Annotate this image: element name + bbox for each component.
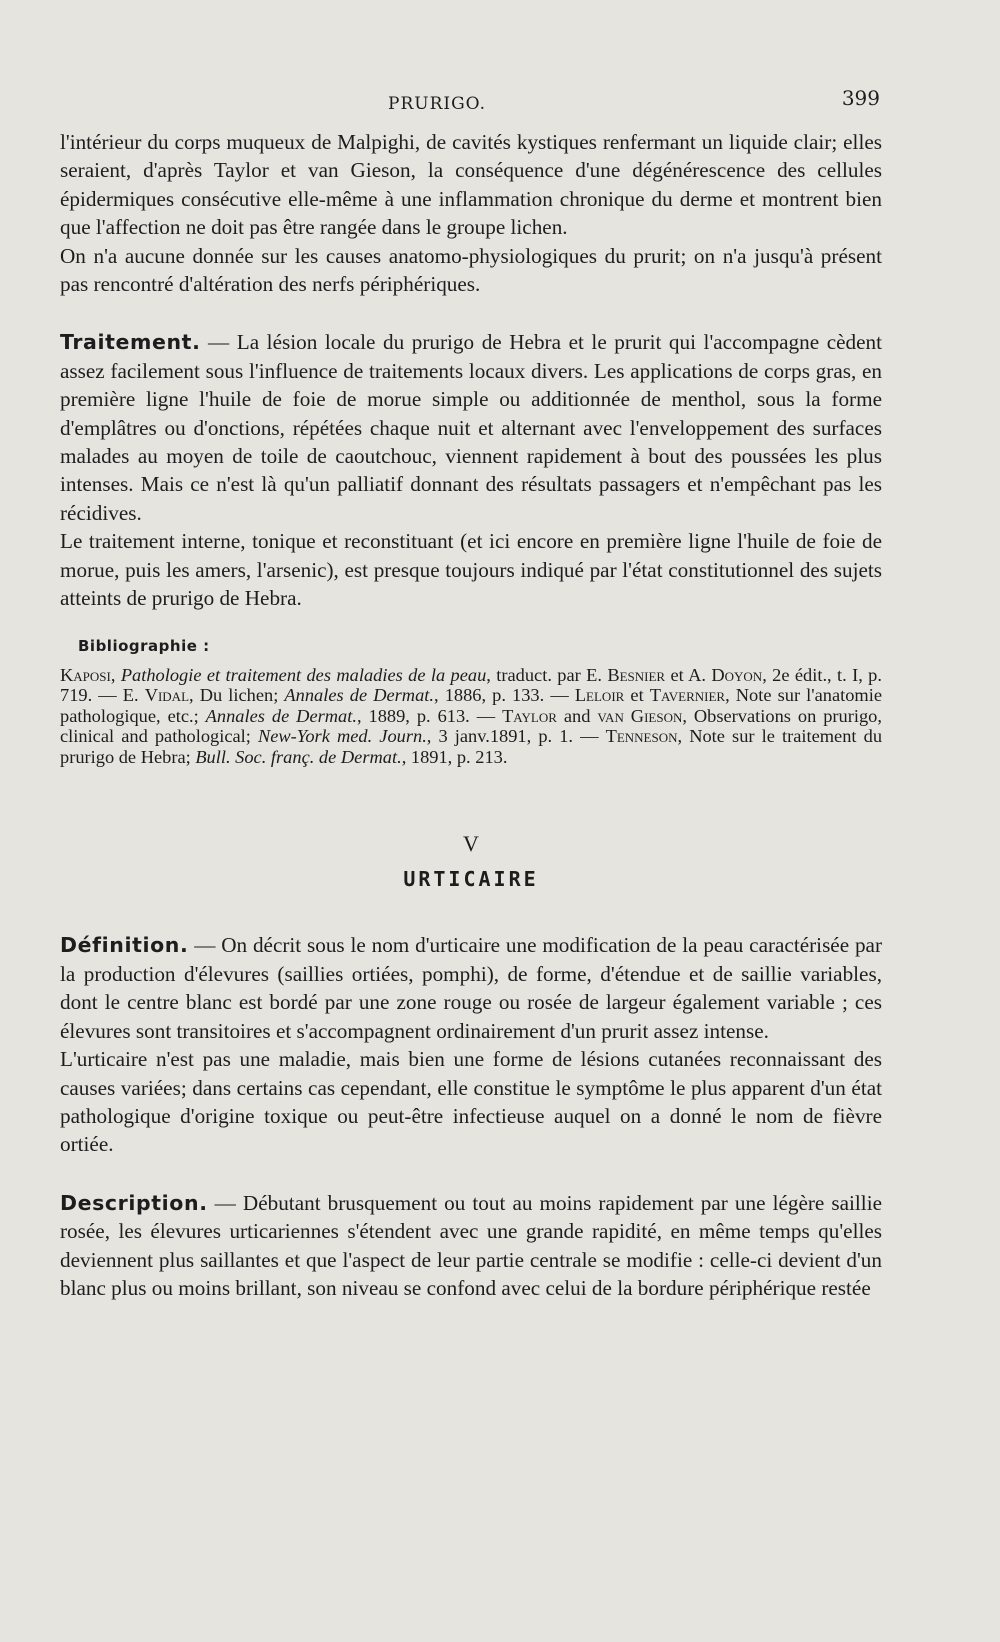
biblio-text: et <box>624 685 650 706</box>
chapter-numeral: V <box>463 831 479 857</box>
section-heading-traitement: Traitement. <box>60 330 201 355</box>
biblio-author: Taylor <box>502 705 557 726</box>
biblio-title: Pathologie et traitement des maladies de la peau <box>120 664 487 685</box>
biblio-text: , 2e édit., t. I, p. 719. — E. <box>60 664 882 706</box>
paragraph-traitement <box>60 328 882 527</box>
biblio-text: , <box>110 664 121 685</box>
paragraph-causes: On n'a aucune donnée sur les causes anatomo-physiologiques du prurit; on n'a jusqu'à présent pas rencontré d'altération des nerfs périphériques. <box>60 243 882 297</box>
biblio-text: , Note sur le traitement du prurigo de Hebra; <box>60 726 883 767</box>
biblio-author: van Gieson <box>597 705 683 726</box>
biblio-text: , Observations on prurigo, clinical and pathological; <box>60 705 882 747</box>
paragraph-description <box>60 1189 882 1303</box>
biblio-text: , 3 janv.1891, p. 1. — <box>426 726 606 747</box>
biblio-text: et A. <box>665 664 712 685</box>
biblio-text: , 1891, p. 213. <box>401 746 508 767</box>
biblio-author: Doyon <box>711 664 763 685</box>
biblio-text: , traduct. par E. <box>486 664 608 685</box>
page-number: 399 <box>841 86 880 110</box>
biblio-journal: New-York med. Journ. <box>257 726 427 747</box>
biblio-author: Leloir <box>574 685 625 706</box>
biblio-text: and <box>556 705 598 726</box>
biblio-journal: Annales de Dermat. <box>205 705 357 726</box>
paragraph-urticaire-nature: L'urticaire n'est pas une maladie, mais bien une forme de lésions cutanées reconnaissant des causes variées; dans certains cas cependant, elle constitue le symptôme le plus apparent d'un état pathologique d'origine toxique ou peut-être infectieuse auquel on a donné le nom de fièvre ortiée. <box>60 1047 882 1157</box>
biblio-text: , 1886, p. 133. — <box>434 685 575 706</box>
page-body <box>60 128 882 1302</box>
biblio-author: Tavernier <box>649 685 726 706</box>
biblio-journal: Annales de Dermat. <box>284 685 434 706</box>
biblio-text: , 1889, p. 613. — <box>356 705 503 726</box>
definition-text: — On décrit sous le nom d'urticaire une modification de la peau caractérisée par la production d'élevures (saillies ortiées, pomphi), de forme, d'étendue et de saillie variables, dont le centre blanc est bordé par une zone rouge ou rosée de largeur également variable ; ces élevures sont transitoires et s'accompagnent ordinairement d'un prurit assez intense. <box>60 933 882 1043</box>
biblio-text: , Du lichen; <box>189 685 285 706</box>
biblio-author: Kaposi <box>60 664 111 685</box>
bibliography <box>60 665 882 768</box>
biblio-text: , Note sur l'anatomie pathologique, etc.; <box>60 685 883 726</box>
section-heading-definition: Définition. <box>60 933 189 958</box>
biblio-author: Vidal <box>144 685 190 706</box>
traitement-text: — La lésion locale du prurigo de Hebra et le prurit qui l'accompagne cèdent assez facilement sous l'influence de traitements locaux divers. Les applications de corps gras, en première ligne l'huile de foie de morue simple ou additionnée de menthol, sous la forme d'emplâtres ou d'onctions, répétées chaque nuit et alternant avec l'enveloppement des surfaces malades au moyen de toile de caoutchouc, viennent rapidement à bout des poussées les plus intenses. Mais ce n'est là qu'un palliatif donnant des résultats passagers et n'empêchant pas les récidives. <box>60 330 882 525</box>
description-text: — Débutant brusquement ou tout au moins rapidement par une légère saillie rosée, les élevures urticariennes s'étendent avec une grande rapidité, en même temps qu'elles deviennent plus saillantes et que l'aspect de leur partie centrale se modifie : celle-ci devient d'un blanc plus ou moins brillant, son niveau se confond avec celui de la bordure périphérique restée <box>60 1190 882 1300</box>
biblio-author: Besnier <box>607 664 666 685</box>
paragraph-lichen-continuation: l'intérieur du corps muqueux de Malpighi, de cavités kystiques renfermant un liquide clair; elles seraient, d'après Taylor et van Gieson, la conséquence d'une dégénérescence des cellules épidermiques consécutive elle-même à une inflammation chronique du derme et montrent bien que l'affection ne doit pas être rangée dans le groupe lichen. <box>60 130 882 240</box>
chapter-title: URTICAIRE <box>403 867 539 892</box>
bibliography-title: Bibliographie : <box>78 636 210 655</box>
running-head: PRURIGO. <box>388 94 487 114</box>
biblio-author: Tenneson <box>605 726 678 747</box>
section-heading-description: Description. <box>60 1190 208 1215</box>
paragraph-definition <box>60 931 882 1045</box>
paragraph-traitement-interne: Le traitement interne, tonique et reconstituant (et ici encore en première ligne l'huile de foie de morue, puis les amers, l'arsenic), est presque toujours indiqué par l'état constitutionnel des sujets atteints de prurigo de Hebra. <box>60 529 882 611</box>
biblio-journal: Bull. Soc. franç. de Dermat. <box>195 746 402 767</box>
